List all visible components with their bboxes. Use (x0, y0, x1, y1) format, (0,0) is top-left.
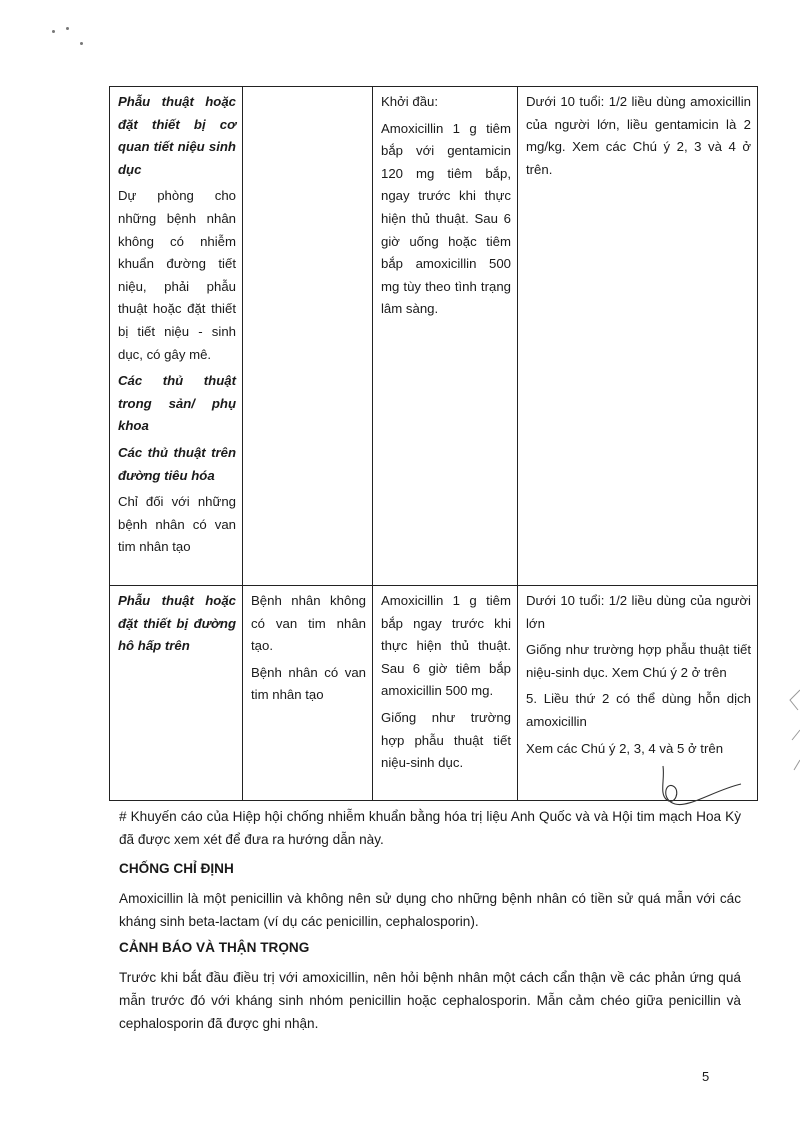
cell-heading: Các thủ thuật trên đường tiêu hóa (118, 444, 236, 483)
warning-heading: CẢNH BÁO VÀ THẬN TRỌNG (119, 940, 310, 955)
procedure-cell (110, 586, 243, 801)
cell-text: 5. Liều thứ 2 có thể dùng hỗn dịch amoxicillin (526, 691, 751, 729)
cell-text: Amoxicillin 1 g tiêm bắp ngay trước khi thực hiện thủ thuật. Sau 6 giờ tiêm bắp amoxicillin 500 mg. (381, 593, 511, 699)
warning-text: Trước khi bắt đầu điều trị với amoxicillin, nên hỏi bệnh nhân một cách cẩn thận về các phản ứng quá mẫn trước đó với kháng sinh nhóm penicillin hoặc cephalosporin. Mẫn cảm chéo giữa penicillin và cephalosporin đã được ghi nhận. (119, 970, 741, 1031)
scan-speck (52, 30, 55, 33)
cell-text: Xem các Chú ý 2, 3, 4 và 5 ở trên (526, 740, 724, 756)
cell-heading: Các thủ thuật trong sản/ phụ khoa (118, 373, 236, 434)
adult-dose-cell (373, 586, 518, 801)
scan-speck (66, 27, 69, 30)
scan-edge-mark (788, 670, 800, 780)
contraindication-heading: CHỐNG CHỈ ĐỊNH (119, 861, 234, 876)
cell-heading: Phẫu thuật hoặc đặt thiết bị đường hô hấp trên (118, 593, 236, 654)
cell-text: Giống như trường hợp phẫu thuật tiết niệu-sinh dục. (381, 709, 511, 771)
cell-text: Giống như trường hợp phẫu thuật tiết niệu-sinh dục. Xem Chú ý 2 ở trên (526, 642, 751, 680)
cell-text: Chỉ đối với những bệnh nhân có van tim nhân tạo (118, 494, 236, 555)
cell-text: Khởi đầu: (381, 94, 439, 109)
procedure-cell (110, 87, 243, 586)
scan-speck (80, 42, 83, 45)
patient-group-cell (243, 586, 373, 801)
table-row (110, 87, 758, 586)
cell-heading: Phẫu thuật hoặc đặt thiết bị cơ quan tiết niệu sinh dục (118, 94, 236, 177)
cell-text: Bệnh nhân có van tim nhân tạo (251, 664, 366, 703)
page-number: 5 (702, 1069, 710, 1084)
cell-text: Dưới 10 tuổi: 1/2 liều dùng amoxicillin của người lớn, liều gentamicin là 2 mg/kg. Xem các Chú ý 2, 3 và 4 ở trên. (526, 94, 751, 177)
adult-dose-cell (373, 87, 518, 586)
contraindication-text: Amoxicillin là một penicillin và không nên sử dụng cho những bệnh nhân có tiền sử quá mẫn với các kháng sinh beta-lactam (ví dụ các penicillin, cephalosporin). (119, 891, 741, 929)
patient-group-cell (243, 87, 373, 586)
dosage-table (109, 86, 758, 801)
cell-text: Dự phòng cho những bệnh nhân không có nhiễm khuẩn đường tiết niệu, phải phẫu thuật hoặc đặt thiết bị tiết niệu - sinh dục, có gây mê. (118, 188, 236, 362)
table-footnote: # Khuyến cáo của Hiệp hội chống nhiễm khuẩn bằng hóa trị liệu Anh Quốc và và Hội tim mạch Hoa Kỳ đã được xem xét để đưa ra hướng dẫn này. (119, 809, 741, 847)
cell-text: Amoxicillin 1 g tiêm bắp với gentamicin 120 mg tiêm bắp, ngay trước khi thực hiện thủ thuật. Sau 6 giờ uống hoặc tiêm bắp amoxicillin 500 mg tùy theo tình trạng lâm sàng. (381, 120, 511, 317)
cell-text: Bệnh nhân không có van tim nhân tạo. (251, 593, 366, 654)
cell-text: Dưới 10 tuổi: 1/2 liều dùng của người lớn (526, 593, 751, 631)
child-dose-cell (518, 87, 758, 586)
